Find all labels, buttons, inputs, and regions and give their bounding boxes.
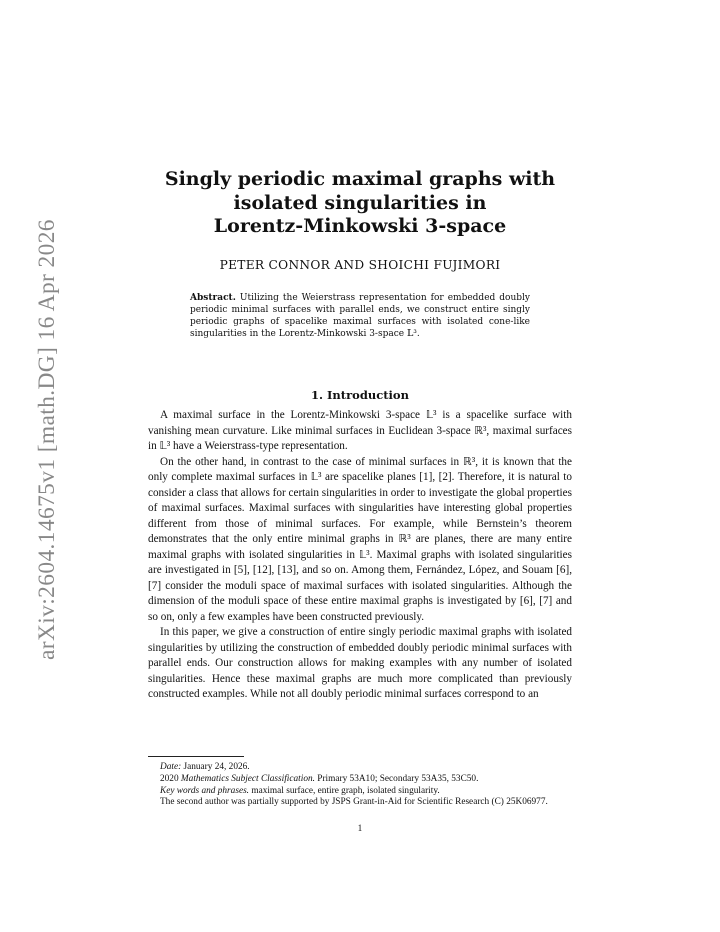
title-line: Lorentz-Minkowski 3-space [213,215,507,237]
title-line: Singly periodic maximal graphs with [164,168,556,190]
arxiv-sidebar-stamp: arXiv:2604.14675v1 [math.DG] 16 Apr 2026 [34,219,60,660]
footnote-funding: The second author was partially supported by JSPS Grant-in-Aid for Scientific Research (C) 25K06977. [160,797,548,808]
date-value: January 24, 2026. [183,762,250,772]
paragraph: On the other hand, in contrast to the case of minimal surfaces in ℝ³, it is known that the only complete maximal surfaces in 𝕃³ are spacelike planes [1], [2]. Therefore, it is natural to consider a class that allows for certain singularities in order to investigate the global properties of maximal surfaces. Maximal surfaces with singularities have interesting global properties different from those of minimal surfaces. For example, while Bernstein’s theorem demonstrates that the only entire minimal graphs in ℝ³ are planes, there are many entire maximal graphs with isolated singularities in 𝕃³. Maximal graphs with isolated singularities are investigated in [5], [12], [13], and so on. Among them, Fernández, López, and Souam [6], [7] consider the moduli space of maximal surfaces with isolated singularities. Although the dimension of the moduli space of these entire maximal graphs is investigated by [6], [7] and so on, only a few examples have been constructed previously. [148,455,572,623]
footnote-rule [148,756,244,757]
abstract-text: Utilizing the Weierstrass representation for embedded doubly periodic minimal surfaces with parallel ends, we construct entire singly periodic graphs of spacelike maximal surfaces with isolated cone-like singularities in the Lorentz-Minkowski 3-space 𝕃³. [190,293,530,339]
abstract [190,292,530,340]
author-list: PETER CONNOR AND SHOICHI FUJIMORI [219,258,501,272]
msc-value: Primary 53A10; Secondary 53A35, 53C50. [317,773,479,784]
keywords-value: maximal surface, entire graph, isolated singularity. [251,785,440,796]
footnotes [148,762,572,809]
page-number: 1 [357,824,363,834]
msc-prefix: 2020 [160,773,179,784]
section-heading: 1. Introduction [311,388,409,402]
msc-label: Mathematics Subject Classification. [180,773,315,784]
paper-title [140,168,580,239]
paragraph: A maximal surface in the Lorentz-Minkowski 3-space 𝕃³ is a spacelike surface with vanishing mean curvature. Like minimal surfaces in Euclidean 3-space ℝ³, maximal surfaces in 𝕃³ have a Weierstrass-type representation. [148,409,572,452]
title-line: isolated singularities in [233,191,487,214]
abstract-label: Abstract. [190,293,236,303]
keywords-label: Key words and phrases. [160,785,250,796]
footnote-msc [148,774,572,786]
body-text [148,408,572,703]
footnote-date [148,762,572,774]
paragraph: In this paper, we give a construction of entire singly periodic maximal graphs with isolated singularities by utilizing the construction of embedded doubly periodic minimal surfaces with parallel ends. Our construction allows for making examples with any number of isolated singularities. Hence these maximal graphs are much more complicated than previously constructed examples. While not all doubly periodic minimal surfaces correspond to an [148,626,572,700]
footnote-keywords [148,786,572,798]
date-label: Date: [160,762,182,772]
